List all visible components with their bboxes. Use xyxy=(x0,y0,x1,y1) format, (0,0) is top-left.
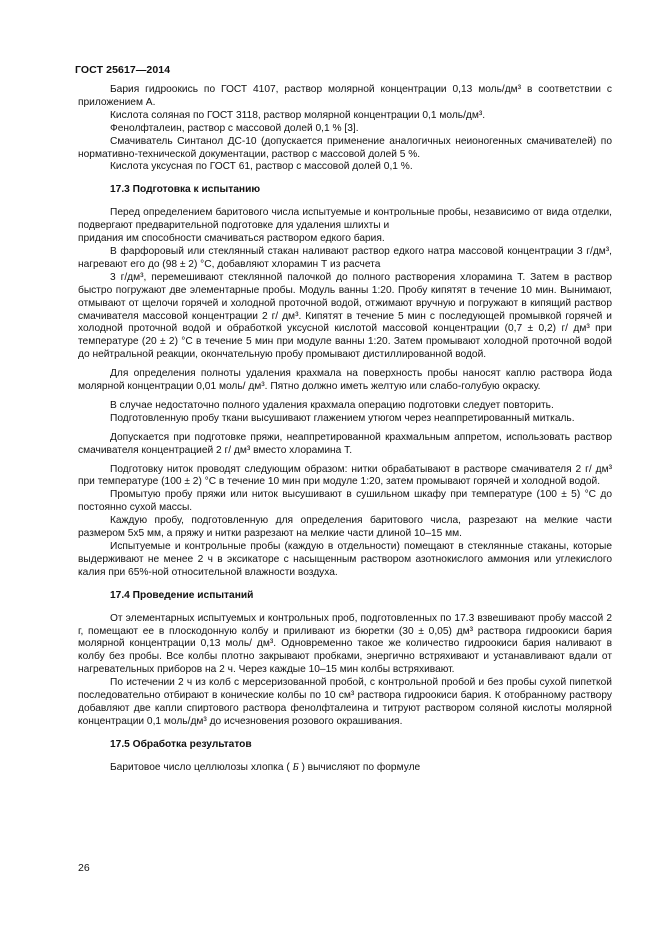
formula-intro xyxy=(78,762,612,775)
paragraph: По истечении 2 ч из колб с мерсеризованной пробой, с контрольной пробой и без пробы сухой пипеткой последовательно отбирают в конические колбы по 10 см³ раствора гидроокиси бария. К отобранному раствору добавляют две капли спиртового раствора фенолфталеина и титруют раствором соляной кислоты молярной концентрации 0,1 моль/дм³ до исчезновения розового окрашивания. xyxy=(78,677,612,727)
paragraph: В случае недостаточно полного удаления крахмала операцию подготовки следует повторить. xyxy=(110,399,554,411)
paragraph: Для определения полноты удаления крахмала на поверхность пробы наносят каплю раствора йода молярной концентрации 0,01 моль/ дм³. Пятно должно иметь желтую или слабо-голубую окраску. xyxy=(78,368,612,393)
reagent-acetic-acid: Кислота уксусная по ГОСТ 61, раствор с массовой долей 0,1 %. xyxy=(110,161,413,173)
reagent-barium: Бария гидроокись по ГОСТ 4107, раствор молярной концентрации 0,13 моль/дм³ в соответствии с приложением А. xyxy=(78,84,612,108)
formula-intro-text-end: ) вычисляют по формуле xyxy=(301,761,421,773)
barite-number-symbol: Б xyxy=(292,761,299,773)
paragraph: В фарфоровый или стеклянный стакан наливают раствор едкого натра массовой концентрации 3 г/дм³, нагревают его до (98 ± 2) °С, добавляют хлорамин Т из расчета xyxy=(78,245,612,270)
paragraph: придания им способности смачиваться раствором едкого бария. xyxy=(78,233,385,245)
paragraph: Подготовленную пробу ткани высушивают глажением утюгом через неаппретированный миткаль. xyxy=(110,412,575,424)
paragraph: Испытуемые и контрольные пробы (каждую в отдельности) помещают в стеклянные стаканы, которые выдерживают не менее 2 ч в эксикаторе с насыщенным раствором азотнокислого аммония или углекислого калия при 65%-ной относительной влажности воздуха. xyxy=(78,541,612,578)
document-body xyxy=(78,84,612,775)
paragraph: От элементарных испытуемых и контрольных проб, подготовленных по 17.3 взвешивают пробу массой 2 г, помещают ее в плоскодонную колбу и приливают из бюретки (30 ± 0,05) дм³ раствора гидроокиси бария молярной концентрации 0,13 моль/ дм³. Одновременно такое же количество гидроокиси бария наливают в колбу без пробы. Все колбы плотно закрывают пробками, энергично встряхивают и устанавливают вдали от нагревательных приборов на 2 ч. Через каждые 10–15 мин колбы встряхивают. xyxy=(78,612,612,676)
paragraph: Перед определением баритового числа испытуемые и контрольные пробы, независимо от вида отделки, подвергают предварительной подготовке для удаления шлихты и xyxy=(78,207,612,232)
paragraph: Подготовку ниток проводят следующим образом: нитки обрабатывают в растворе смачивателя 2 г/ дм³ при температуре (100 ± 2) °С в течение 10 мин при модуле 1:20, затем промывают горячей и холодной водой. xyxy=(78,463,612,488)
page-number: 26 xyxy=(78,862,90,874)
paragraph: Промытую пробу пряжи или ниток высушивают в сушильном шкафу при температуре (100 ± 5) °С до постоянно сухой массы. xyxy=(78,489,612,514)
reagent-phenolphthalein: Фенолфталеин, раствор с массовой долей 0,1 % [3]. xyxy=(110,122,359,134)
section-17-5-heading: 17.5 Обработка результатов xyxy=(110,738,252,750)
section-17-4-heading: 17.4 Проведение испытаний xyxy=(110,589,254,601)
paragraph: Каждую пробу, подготовленную для определения баритового числа, разрезают на мелкие части размером 5х5 мм, а пряжу и нитки разрезают на мелкие части длиной 10–15 мм. xyxy=(78,515,612,540)
document-header: ГОСТ 25617—2014 xyxy=(75,64,171,76)
paragraph: 3 г/дм³, перемешивают стеклянной палочкой до полного растворения хлорамина Т. Затем в раствор быстро погружают две элементарные пробы. Модуль ванны 1:20. Пробу кипятят в течение 10 мин. Вынимают, отмывают от щелочи горячей и холодной проточной водой, отжимают вручную и погружают в кипящий раствор смачивателя массовой концентрации 2 г/ дм³. Кипятят в течение 5 мин с последующей промывкой горячей и холодной проточной водой и обработкой уксусной кислотой массовой концентрации (0,7 ± 0,2) г/ дм³ при температуре (20 ± 2) °С в течение 5 мин при модуле ванны 1:20. Затем промывают холодной проточной водой до нейтральной реакции, окончательную пробу промывают дистиллированной водой. xyxy=(78,271,612,361)
reagent-hcl: Кислота соляная по ГОСТ 3118, раствор молярной концентрации 0,1 моль/дм³. xyxy=(110,109,486,121)
paragraph: Допускается при подготовке пряжи, неаппретированной крахмальным аппретом, использовать раствор смачивателя концентрацией 2 г/ дм³ вместо хлорамина Т. xyxy=(78,431,612,456)
section-17-3-heading: 17.3 Подготовка к испытанию xyxy=(110,184,261,196)
formula-intro-text: Баритовое число целлюлозы хлопка ( xyxy=(110,761,290,773)
reagent-wetting-agent: Смачиватель Синтанол ДС-10 (допускается применение аналогичных неионогенных смачивателей) по нормативно-технической документации, раствор с массовой долей 5 %. xyxy=(78,135,612,160)
